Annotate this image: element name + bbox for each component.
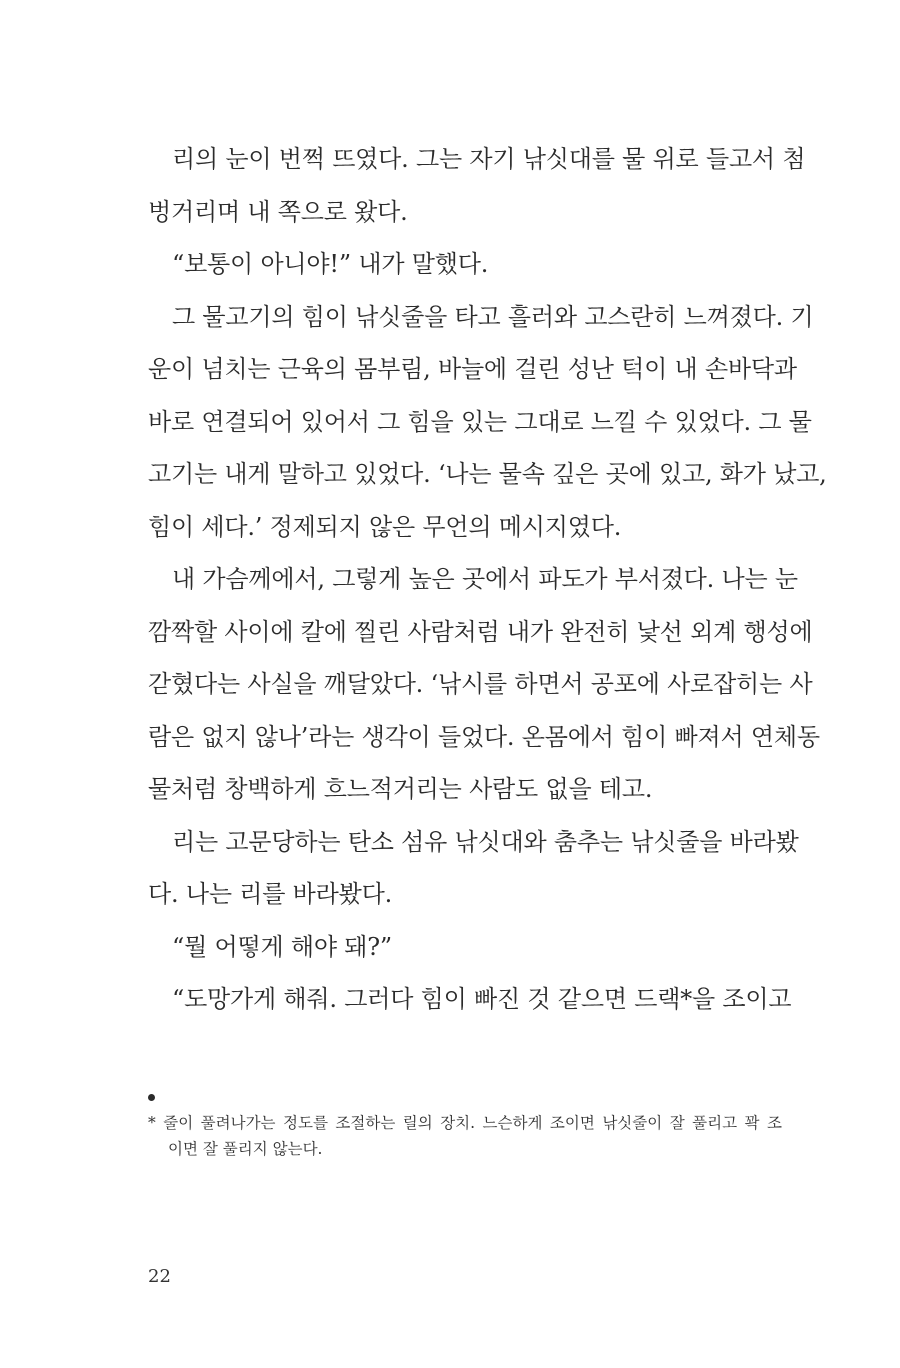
text-line: 운이 넘치는 근육의 몸부림, 바늘에 걸린 성난 턱이 내 손바닥과 — [148, 355, 797, 383]
footnote-line: * 줄이 풀려나가는 정도를 조절하는 릴의 장치. 느슨하게 조이면 낚싯줄이 잘 풀리고 꽉 조 — [148, 1114, 782, 1132]
text-line: 다. 나는 리를 바라봤다. — [148, 880, 392, 908]
text-line: 물처럼 창백하게 흐느적거리는 사람도 없을 테고. — [148, 775, 653, 803]
footnote-bullet-icon — [148, 1094, 155, 1101]
text-line: 깜짝할 사이에 칼에 찔린 사람처럼 내가 완전히 낯선 외계 행성에 — [148, 617, 813, 646]
text-line: 리의 눈이 번쩍 뜨였다. 그는 자기 낚싯대를 물 위로 들고서 첨 — [172, 145, 806, 173]
text-line: 람은 없지 않나’라는 생각이 들었다. 온몸에서 힘이 빠져서 연체동 — [148, 722, 820, 751]
text-line: 내 가슴께에서, 그렇게 높은 곳에서 파도가 부서졌다. 나는 눈 — [172, 565, 798, 593]
text-line: 고기는 내게 말하고 있었다. ‘나는 물속 깊은 곳에 있고, 화가 났고, — [148, 460, 827, 488]
text-line: 갇혔다는 사실을 깨달았다. ‘낚시를 하면서 공포에 사로잡히는 사 — [148, 670, 813, 698]
footnote-line: 이면 잘 풀리지 않는다. — [168, 1140, 323, 1158]
footnote — [148, 1110, 782, 1162]
text-line: 벙거리며 내 쪽으로 왔다. — [148, 197, 408, 226]
text-line: 힘이 세다.’ 정제되지 않은 무언의 메시지였다. — [148, 512, 622, 541]
text-line: “뭘 어떻게 해야 돼?” — [172, 932, 392, 961]
text-line: 바로 연결되어 있어서 그 힘을 있는 그대로 느낄 수 있었다. 그 물 — [148, 407, 812, 436]
body-text — [148, 133, 827, 1026]
text-line: “보통이 아니야!” 내가 말했다. — [172, 250, 489, 278]
page-number: 22 — [148, 1266, 171, 1287]
text-line: 리는 고문당하는 탄소 섬유 낚싯대와 춤추는 낚싯줄을 바라봤 — [172, 827, 799, 856]
text-line: “도망가게 해줘. 그러다 힘이 빠진 것 같으면 드랙*을 조이고 — [172, 985, 792, 1013]
text-line: 그 물고기의 힘이 낚싯줄을 타고 흘러와 고스란히 느껴졌다. 기 — [172, 302, 814, 331]
